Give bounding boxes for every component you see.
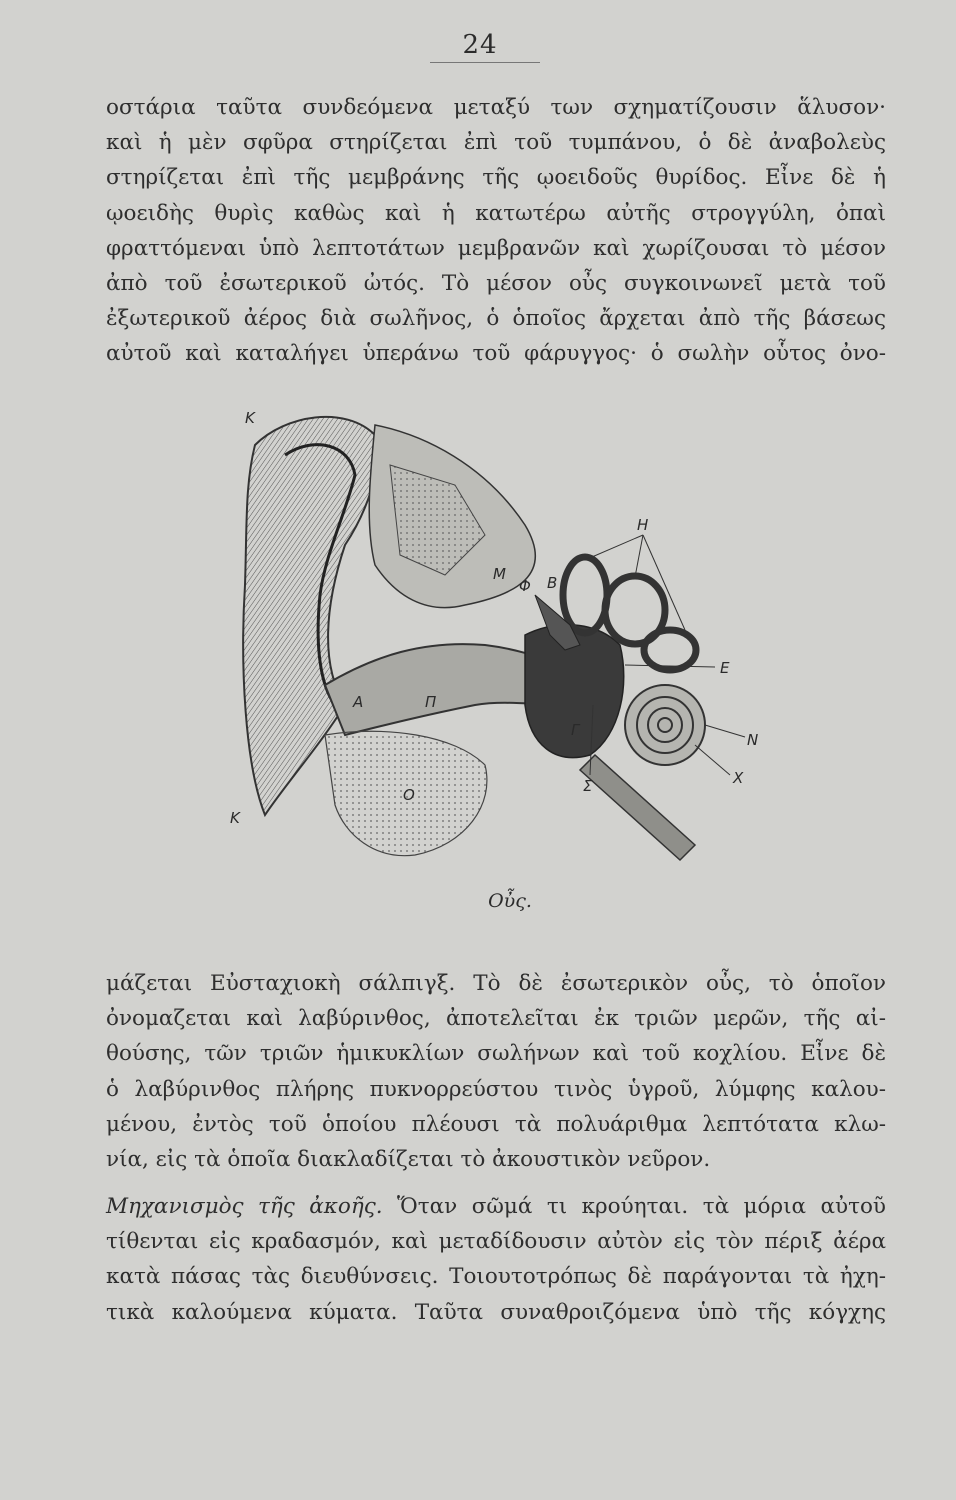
text-line: οστάρια ταῦτα συνδεόμενα μεταξύ των σχηματίζουσιν ἅλυσον· [106, 95, 886, 120]
semicircular-canal-3 [644, 630, 696, 670]
label-k-top: K [245, 409, 255, 427]
page-number: 24 [462, 30, 498, 60]
text-line: καὶ ἡ μὲν σφῦρα στηρίζεται ἐπὶ τοῦ τυμπάνου, ὁ δὲ ἀναβολεὺς [106, 130, 886, 156]
text-line: ἀπὸ τοῦ ἐσωτερικοῦ ὠτός. Τὸ μέσον οὖς συγκοινωνεῖ μετὰ τοῦ [106, 271, 886, 297]
figure-caption: Οὖς. [488, 890, 532, 912]
label-gamma: Γ [571, 721, 580, 739]
text-line: φραττόμεναι ὑπὸ λεπτοτάτων μεμβρανῶν καὶ χωρίζουσαι τὸ μέσον [106, 235, 886, 261]
text-fragment: Ὅταν σῶμά τι κρούηται. τὰ μόρια αὐτοῦ [382, 1194, 886, 1219]
text-line: τίθενται εἰς κραδασμόν, καὶ μεταδίδουσιν αὐτὸν εἰς τὸν πέριξ ἀέρα [106, 1229, 886, 1255]
text-line: ὀνομαζεται καὶ λαβύρινθος, ἀποτελεῖται ἐκ τριῶν μερῶν, τῆς αἰ- [106, 1006, 886, 1032]
label-m: M [493, 565, 506, 583]
label-phi: Φ [519, 577, 531, 595]
text-line: θούσης, τῶν τριῶν ἡμικυκλίων σωλήνων καὶ τοῦ κοχλίου. Εἶνε δὲ [106, 1041, 886, 1067]
label-n: N [747, 731, 759, 749]
ear-diagram [225, 405, 785, 885]
ear-anatomy-figure [225, 405, 785, 885]
eustachian-tube [580, 755, 695, 860]
text-line: ὁ λαβύρινθος πλήρης πυκνορρεύστου τινὸς ὑγροῦ, λύμφης καλου- [106, 1076, 886, 1102]
semicircular-canal-1 [563, 557, 607, 633]
text-line: ἐξωτερικοῦ ἀέρος διὰ σωλῆνος, ὁ ὁποῖος ἄρχεται ἀπὸ τῆς βάσεως [106, 306, 886, 332]
top-paragraph [106, 90, 886, 372]
text-line: νία, εἰς τὰ ὁποῖα διακλαδίζεται τὸ ἀκουστικὸν νεῦρον. [106, 1147, 711, 1173]
text-line: στηρίζεται ἐπὶ τῆς μεμβράνης τῆς ῳοειδοῦς θυρίδος. Εἶνε δὲ ἡ [106, 165, 886, 191]
label-o: Ο [403, 786, 415, 804]
text-line: κατὰ πάσας τὰς διευθύνσεις. Τοιουτοτρόπως δὲ παράγονται τὰ ἠχη- [106, 1264, 886, 1290]
text-line-first [106, 1189, 886, 1224]
label-x: X [733, 769, 744, 787]
label-b: B [547, 574, 558, 592]
bottom-paragraph [106, 1189, 886, 1330]
text-line: τικὰ καλούμενα κύματα. Ταῦτα συναθροιζόμενα ὑπὸ τῆς κόγχης [106, 1299, 886, 1325]
label-k-bottom: K [230, 809, 240, 827]
label-sigma: Σ [583, 777, 593, 795]
text-line: ῳοειδὴς θυρὶς καθὼς καὶ ἡ κατωτέρω αὐτῆς στρογγύλη, ὀπαὶ [106, 200, 886, 226]
text-line: μένου, ἐντὸς τοῦ ὁποίου πλέουσι τὰ πολυάριθμα λεπτότατα κλω- [106, 1111, 886, 1137]
label-h: H [637, 516, 649, 534]
text-line: αὐτοῦ καὶ καταλήγει ὑπεράνω τοῦ φάρυγγος· ὁ σωλὴν οὗτος ὀνο- [106, 341, 886, 367]
label-e: E [720, 659, 730, 677]
label-a: Α [353, 693, 364, 711]
label-pi: Π [425, 693, 437, 711]
middle-paragraph [106, 966, 886, 1177]
page-number-rule [430, 62, 540, 63]
section-heading: Μηχανισμὸς τῆς ἀκοῆς. [106, 1194, 383, 1219]
text-line: μάζεται Εὐσταχιοκὴ σάλπιγξ. Τὸ δὲ ἐσωτερικὸν οὖς, τὸ ὁποῖον [106, 971, 886, 996]
